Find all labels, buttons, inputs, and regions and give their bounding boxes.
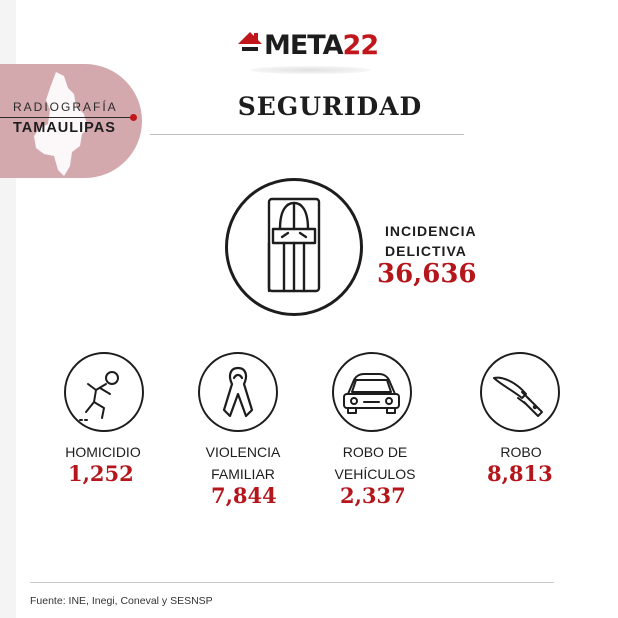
- badge-subtitle: RADIOGRAFÍA: [13, 100, 118, 114]
- main-stat-label-line2: DELICTIVA: [385, 243, 467, 259]
- stat-label-line2: VEHÍCULOS: [334, 466, 416, 482]
- crime-scene-body-icon: [64, 352, 144, 432]
- badge-divider: [0, 117, 132, 118]
- stat-label-line1: HOMICIDIO: [65, 444, 141, 460]
- main-stat-label: [385, 221, 477, 261]
- stat-label-robo: [466, 441, 576, 463]
- stat-value-violencia: 7,844: [211, 483, 277, 508]
- logo-number: 22: [342, 30, 379, 61]
- logo-text: META: [264, 30, 343, 61]
- stat-label-line1: ROBO: [500, 444, 542, 460]
- knife-icon: [480, 352, 560, 432]
- house-roof-icon: [236, 28, 266, 62]
- stat-value-robo-vehiculos: 2,337: [340, 483, 406, 508]
- stat-label-line1: ROBO DE: [342, 444, 408, 460]
- stat-value-robo: 8,813: [487, 461, 553, 486]
- main-stat-label-line1: INCIDENCIA: [385, 223, 477, 239]
- footer-divider: [30, 582, 554, 583]
- awareness-ribbon-icon: [198, 352, 278, 432]
- meta22-logo: [236, 24, 386, 64]
- title-divider: [150, 134, 464, 135]
- stat-label-violencia: [188, 441, 298, 485]
- stat-label-homicidio: [48, 441, 158, 463]
- stat-label-line2: FAMILIAR: [211, 466, 275, 482]
- main-stat-value: 36,636: [377, 259, 477, 289]
- stat-label-robo-vehiculos: [320, 441, 430, 485]
- source-note: Fuente: INE, Inegi, Coneval y SESNSP: [30, 595, 213, 607]
- stat-label-line1: VIOLENCIA: [205, 444, 281, 460]
- logo-shadow: [250, 66, 370, 74]
- stat-value-homicidio: 1,252: [68, 461, 134, 486]
- prisoner-behind-bars-icon: [225, 178, 363, 316]
- logo-wordmark: [264, 30, 378, 61]
- section-title: SEGURIDAD: [237, 92, 423, 121]
- car-icon: [332, 352, 412, 432]
- badge-title: TAMAULIPAS: [13, 120, 116, 136]
